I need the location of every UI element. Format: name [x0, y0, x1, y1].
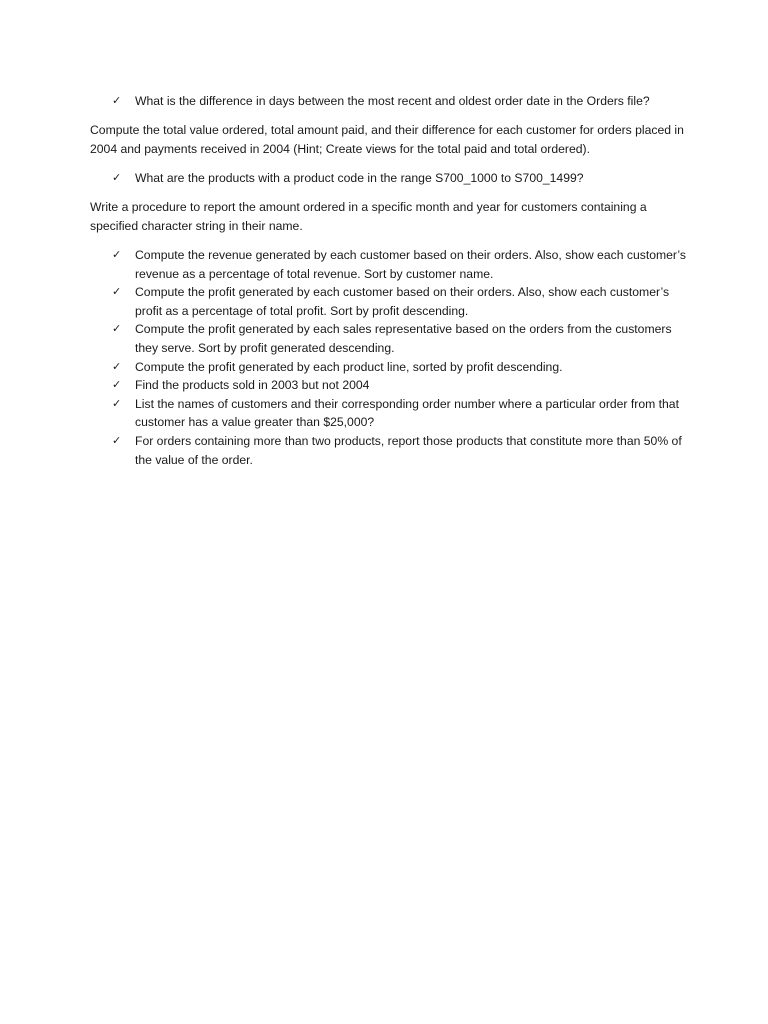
checklist-item — [112, 246, 692, 283]
checkmark-icon: ✓ — [112, 322, 122, 336]
checkmark-icon: ✓ — [112, 171, 122, 184]
checklist-item-text: What is the difference in days between the most recent and oldest order date in the Orders file? — [135, 94, 650, 108]
checklist-item — [112, 283, 692, 320]
checklist-item-text: Find the products sold in 2003 but not 2004 — [135, 378, 370, 393]
checkmark-icon: ✓ — [112, 248, 122, 261]
checklist-item — [112, 169, 692, 188]
checklist-item-text: Compute the profit generated by each product line, sorted by profit descending. — [135, 359, 563, 374]
checkmark-icon: ✓ — [112, 285, 122, 299]
checklist-item — [112, 395, 692, 432]
checklist-item-text: List the names of customers and their corresponding order number where a particular order from that customer has a value greater than $25,000? — [135, 396, 679, 430]
checkmark-icon: ✓ — [112, 396, 122, 410]
checklist-item — [112, 432, 692, 469]
paragraph: Write a procedure to report the amount ordered in a specific month and year for customers containing a specified character string in their name. — [90, 200, 647, 233]
checkmark-icon: ✓ — [112, 359, 122, 373]
checklist-item-text: What are the products with a product code in the range S700_1000 to S700_1499? — [135, 171, 584, 185]
checklist-item — [112, 358, 692, 377]
checkmark-icon: ✓ — [112, 433, 122, 447]
checklist-item-text: Compute the profit generated by each sales representative based on the orders from the customers they serve. Sort by profit generated descending. — [135, 322, 672, 355]
checklist-item — [112, 320, 692, 357]
paragraph: Compute the total value ordered, total amount paid, and their difference for each customer for orders placed in 2004 and payments received in 2004 (Hint; Create views for the total paid and total ordered). — [90, 123, 684, 156]
checklist — [112, 246, 692, 469]
checklist-item — [112, 92, 692, 111]
checklist-item-text: Compute the profit generated by each customer based on their orders. Also, show each customer’s profit as a percentage of total profit. Sort by profit descending. — [135, 285, 670, 318]
checklist-item — [112, 376, 692, 395]
checkmark-icon: ✓ — [112, 94, 122, 107]
checklist-item-text: For orders containing more than two products, report those products that constitute more than 50% of the value of the order. — [135, 433, 682, 467]
checkmark-icon: ✓ — [112, 378, 122, 392]
checklist-item-text: Compute the revenue generated by each customer based on their orders. Also, show each customer’s revenue as a percentage of total revenue. Sort by customer name. — [135, 248, 687, 281]
